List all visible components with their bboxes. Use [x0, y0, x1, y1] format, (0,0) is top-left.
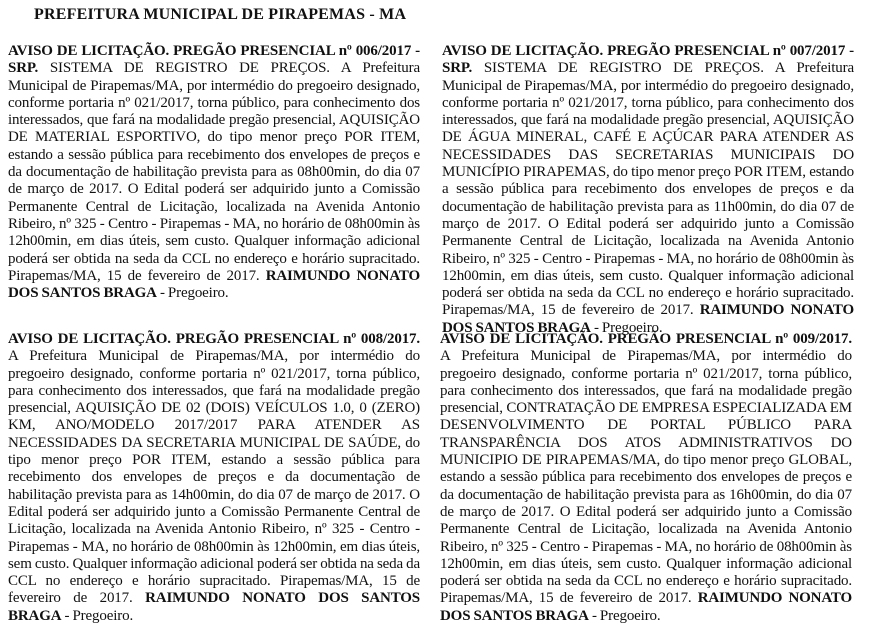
- notice-signer: RAIMUNDO NONATO DOS SANTOS BRAGA: [8, 590, 420, 624]
- notice-role: - Pregoeiro.: [159, 285, 229, 302]
- notice-pregao-007: [442, 43, 854, 337]
- notice-role: - Pregoeiro.: [64, 607, 134, 624]
- notice-signer: RAIMUNDO NONATO DOS SANTOS BRAGA: [440, 590, 853, 624]
- notice-body: SISTEMA DE REGISTRO DE PREÇOS. A Prefeitura Municipal de Pirapemas/MA, por intermédio do pregoeiro designado, conforme portaria nº 021/2017, torna público, para conhecimento dos interessados, que fará na modalidade pregão presencial, AQUISIÇÃO DE MATERIAL ESPORTIVO, do tipo menor preço POR ITEM, estando a sessão pública para recebimento dos envelopes de preços e da documentação de habilitação prevista para as 08h00min, do dia 07 de março de 2017. O Edital poderá ser adquirido junto a Comissão Permanente Central de Licitação, localizada na Avenida Antonio Ribeiro, nº 325 - Centro - Pirapemas - MA, no horário de 08h00min às 12h00min, em dias úteis, sem custo. Qualquer informação adicional poderá ser obtida na seda da CCL no endereço e horário supracitado. Pirapemas/MA, 15 de fevereiro de 2017.: [8, 60, 420, 284]
- notice-title: AVISO DE LICITAÇÃO. PREGÃO PRESENCIAL nº 008/2017.: [8, 331, 420, 347]
- notice-title: AVISO DE LICITAÇÃO. PREGÃO PRESENCIAL nº 007/2017 - SRP.: [442, 43, 854, 77]
- notice-body: A Prefeitura Municipal de Pirapemas/MA, por intermédio do pregoeiro designado, conforme portaria nº 021/2017, torna público, para conhecimento dos interessados, que fará na modalidade pregão presencial, CONTRATAÇÃO DE EMPRESA ESPECIALIZADA EM DESENVOLVIMENTO DE PORTAL PÚBLICO PARA TRANSPARÊNCIA DOS ATOS ADMINISTRATIVOS DO MUNICIPIO DE PIRAPEMAS/MA, do tipo menor preço GLOBAL, estando a sessão pública para recebimento dos envelopes de preços e da documentação de habilitação prevista para as 16h00min, do dia 07 de março de 2017. O Edital poderá ser adquirido junto a Comissão Permanente Central de Licitação, localizada na Avenida Antonio Ribeiro, nº 325 - Centro - Pirapemas - MA, no horário de 08h00min às 12h00min, em dias úteis, sem custo. Qualquer informação adicional poderá ser obtida na seda da CCL no endereço e horário supracitado. Pirapemas/MA, 15 de fevereiro de 2017.: [440, 348, 852, 607]
- notice-role: - Pregoeiro.: [591, 607, 661, 624]
- notice-pregao-006: [8, 43, 420, 302]
- notice-role: - Pregoeiro.: [593, 319, 663, 336]
- notice-signer: RAIMUNDO NONATO DOS SANTOS BRAGA: [442, 302, 855, 336]
- notice-pregao-008: [8, 331, 420, 625]
- notice-pregao-009: [440, 331, 852, 625]
- page-title: PREFEITURA MUNICIPAL DE PIRAPEMAS - MA: [34, 6, 407, 23]
- notice-body: SISTEMA DE REGISTRO DE PREÇOS. A Prefeitura Municipal de Pirapemas/MA, por intermédio do pregoeiro designado, conforme portaria nº 021/2017, torna público, para conhecimento dos interessados, que fará na modalidade pregão presencial, AQUISIÇÃO DE ÁGUA MINERAL, CAFÉ E AÇÚCAR PARA ATENDER AS NECESSIDADES DAS SECRETARIAS MUNICIPAIS DO MUNICÍPIO PIRAPEMAS, do tipo menor preço POR ITEM, estando a sessão pública para recebimento dos envelopes de preços e da documentação de habilitação prevista para as 11h00min, do dia 07 de março de 2017. O Edital poderá ser adquirido junto a Comissão Permanente Central de Licitação, localizada na Avenida Antonio Ribeiro, nº 325 - Centro - Pirapemas - MA, no horário de 08h00min às 12h00min, em dias úteis, sem custo. Qualquer informação adicional poderá ser obtida na seda da CCL no endereço e horário supracitado. Pirapemas/MA, 15 de fevereiro de 2017.: [442, 60, 854, 319]
- notice-body: A Prefeitura Municipal de Pirapemas/MA, por intermédio do pregoeiro designado, conforme portaria nº 021/2017, torna público, para conhecimento dos interessados, que fará na modalidade pregão presencial, AQUISIÇÃO DE 02 (DOIS) VEÍCULOS 1.0, 0 (ZERO) KM, ANO/MODELO 2017/2017 PARA ATENDER AS NECESSIDADES DA SECRETARIA MUNICIPAL DE SAÚDE, do tipo menor preço POR ITEM, estando a sessão pública para recebimento dos envelopes de preços e da documentação de habilitação prevista para as 14h00min, do dia 07 de março de 2017. O Edital poderá ser adquirido junto a Comissão Permanente Central de Licitação, localizada na Avenida Antonio Ribeiro, nº 325 - Centro - Pirapemas - MA, no horário de 08h00min às 12h00min, em dias úteis, sem custo. Qualquer informação adicional poderá ser obtida na seda da CCL no endereço e horário supracitado. Pirapemas/MA, 15 de fevereiro de 2017.: [8, 348, 420, 607]
- notice-signer: RAIMUNDO NONATO DOS SANTOS BRAGA: [8, 267, 421, 302]
- notice-title: AVISO DE LICITAÇÃO. PREGÃO PRESENCIAL nº 009/2017.: [440, 331, 852, 347]
- notice-title: AVISO DE LICITAÇÃO. PREGÃO PRESENCIAL nº 006/2017 - SRP.: [8, 43, 420, 77]
